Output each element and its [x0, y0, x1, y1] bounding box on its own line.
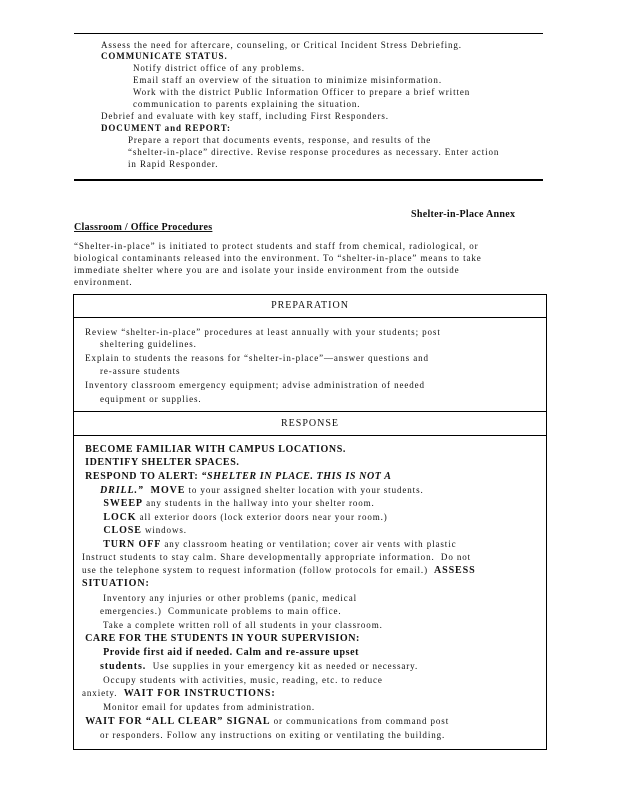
pio-line: Work with the district Public Information Officer to prepare a brief written [133, 87, 471, 97]
assess-label: ASSESS [431, 565, 476, 576]
intro-line-3: immediate shelter where you are and isolate your inside environment from the outside [74, 265, 460, 275]
communicate-status-heading: COMMUNICATE STATUS. [101, 51, 228, 61]
drill-text: DRILL.” [100, 485, 148, 496]
report-line-1: Prepare a report that documents events, response, and results of the [128, 135, 432, 145]
all-clear-label: WAIT FOR “ALL CLEAR” SIGNAL [82, 716, 271, 727]
response-heading: RESPONSE [280, 418, 339, 429]
section-title: Classroom / Office Procedures [74, 222, 213, 233]
debrief-line: Debrief and evaluate with key staff, including First Responders. [101, 111, 389, 121]
close-line [100, 525, 187, 536]
turn-off-text: any classroom heating or ventilation; cover air vents with plastic [161, 539, 460, 549]
exit-ventilate-line: or responders. Follow any instructions on exiting or ventilating the building. [100, 730, 446, 740]
shelter-spaces-item: IDENTIFY SHELTER SPACES. [82, 457, 240, 468]
lock-text: all exterior doors (lock exterior doors near your room.) [136, 512, 388, 522]
prep-line-6: equipment or supplies. [100, 394, 202, 404]
students-label: students. [100, 661, 150, 672]
divider [74, 435, 546, 436]
sweep-label: SWEEP [100, 498, 143, 509]
prep-line-3: Explain to students the reasons for “shelter-in-place”—answer questions and [82, 353, 429, 363]
situation-label: SITUATION: [82, 578, 150, 589]
supplies-text: Use supplies in your emergency kit as needed or necessary. [149, 661, 419, 671]
prep-line-2: sheltering guidelines. [100, 339, 197, 349]
close-label: CLOSE [100, 525, 142, 536]
emergencies-line: emergencies.) Communicate problems to main office. [100, 606, 342, 616]
report-line-2: “shelter-in-place” directive. Revise response procedures as necessary. Enter action [128, 147, 500, 157]
intro-line-1: “Shelter-in-place” is initiated to protect students and staff from chemical, radiological, or [74, 241, 479, 251]
sweep-text: any students in the hallway into your shelter room. [142, 498, 375, 508]
telephone-line [82, 565, 476, 576]
document-report-heading: DOCUMENT and REPORT: [101, 123, 231, 133]
occupy-line: Occupy students with activities, music, reading, etc. to reduce [100, 675, 383, 685]
respond-alert-item [82, 471, 392, 482]
move-text: to your assigned shelter location with your students. [185, 485, 424, 495]
all-clear-text: or communications from command post [270, 716, 450, 726]
prep-line-1: Review “shelter-in-place” procedures at least annually with your students; post [82, 327, 441, 337]
anxiety-line [82, 688, 276, 699]
sweep-line [100, 498, 375, 509]
anxiety-text: anxiety. [82, 688, 121, 698]
move-label: MOVE [147, 485, 186, 496]
telephone-text: use the telephone system to request information (follow protocols for email.) [82, 565, 432, 575]
annex-title: Shelter-in-Place Annex [411, 209, 516, 220]
care-students-item: CARE FOR THE STUDENTS IN YOUR SUPERVISION: [82, 633, 360, 644]
lock-label: LOCK [100, 512, 137, 523]
respond-alert-label: RESPOND TO ALERT: [82, 471, 202, 482]
turn-off-line [100, 539, 460, 550]
instruct-line: Instruct students to stay calm. Share developmentally appropriate information. Do not [82, 552, 472, 562]
email-line: Email staff an overview of the situation to minimize misinformation. [133, 75, 442, 85]
close-text: windows. [141, 525, 187, 535]
prep-line-5: Inventory classroom emergency equipment; advise administration of needed [82, 380, 425, 390]
aftercare-line: Assess the need for aftercare, counseling, or Critical Incident Stress Debriefing. [101, 40, 462, 50]
divider [74, 317, 546, 318]
intro-line-2: biological contaminants released into the environment. To “shelter-in-place” means to take [74, 253, 482, 263]
inventory-injuries-line: Inventory any injuries or other problems (panic, medical [100, 593, 357, 603]
supplies-line [100, 661, 418, 672]
divider [74, 411, 546, 412]
monitor-email-line: Monitor email for updates from administration. [100, 702, 316, 712]
pio-line-2: communication to parents explaining the situation. [133, 99, 361, 109]
lock-line [100, 512, 388, 523]
preparation-heading: PREPARATION [271, 300, 349, 311]
campus-locations-item: BECOME FAMILIAR WITH CAMPUS LOCATIONS. [82, 444, 346, 455]
all-clear-line [82, 716, 449, 727]
notify-line: Notify district office of any problems. [133, 63, 305, 73]
roll-line: Take a complete written roll of all students in your classroom. [100, 620, 383, 630]
wait-instructions-label: WAIT FOR INSTRUCTIONS: [120, 688, 276, 699]
first-aid-line: Provide first aid if needed. Calm and re-assure upset [100, 647, 360, 658]
prep-line-4: re-assure students [100, 366, 181, 376]
move-line [100, 485, 424, 496]
report-line-3: in Rapid Responder. [128, 159, 219, 169]
intro-line-4: environment. [74, 277, 133, 287]
turn-off-label: TURN OFF [100, 539, 162, 550]
alert-message: “SHELTER IN PLACE. THIS IS NOT A [201, 471, 392, 482]
